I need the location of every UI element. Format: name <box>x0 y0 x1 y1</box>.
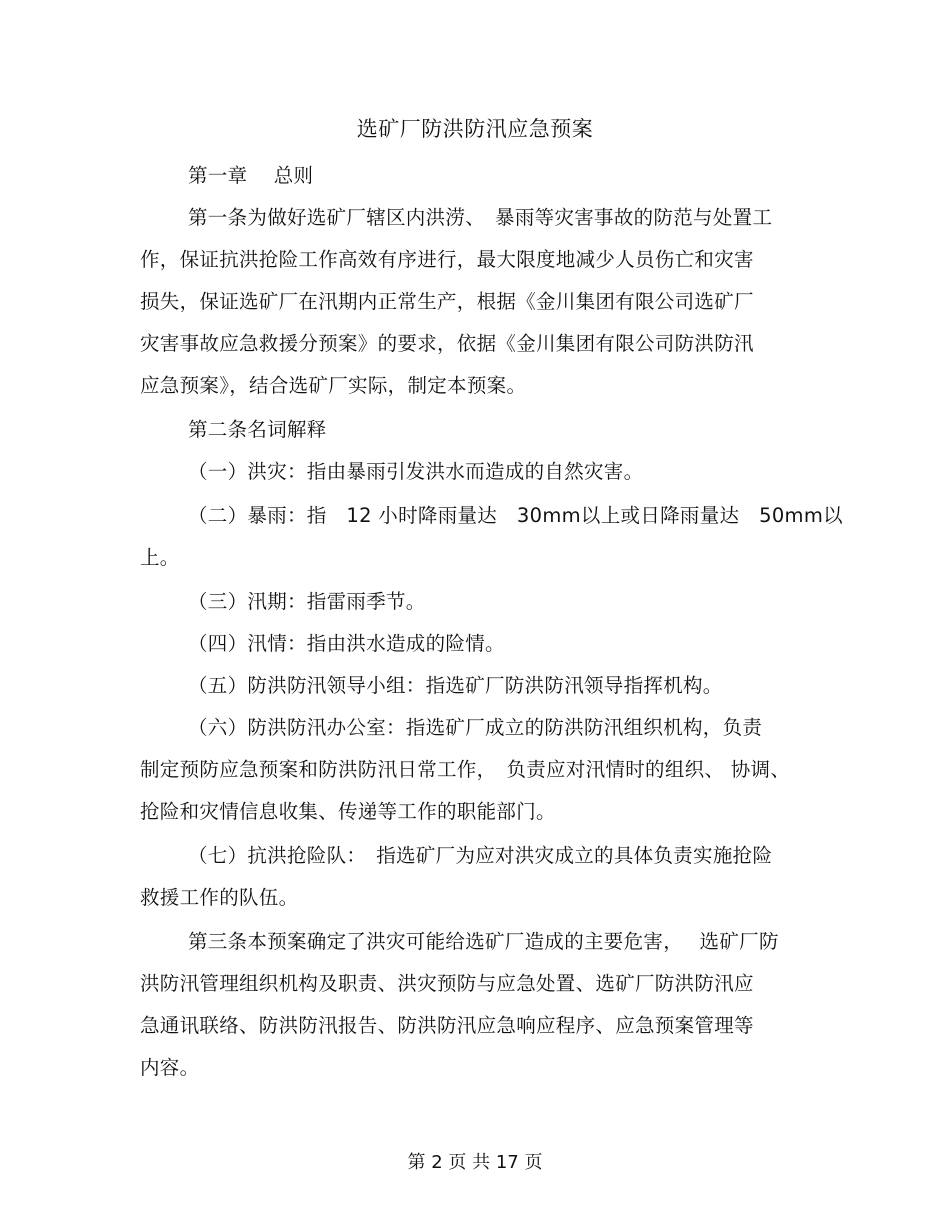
paragraph-line: 急通讯联络、防洪防汛报告、防洪防汛应急响应程序、应急预案管理等 <box>140 1014 754 1037</box>
definition-item-continuation: 抢险和灾情信息收集、传递等工作的职能部门。 <box>140 800 556 823</box>
definition-item: （四）汛情：指由洪水造成的险情。 <box>188 632 505 655</box>
chapter-heading: 第一章 总则 <box>188 164 314 187</box>
definition-item: （七）抗洪抢险队： 指选矿厂为应对洪灾成立的具体负责实施抢险 <box>188 844 773 867</box>
definition-item-continuation: 制定预防应急预案和防洪防汛日常工作， 负责应对汛情时的组织、 协调、 <box>140 758 791 781</box>
document-title: 选矿厂防洪防汛应急预案 <box>356 117 594 141</box>
paragraph-line: 损失，保证选矿厂在汛期内正常生产，根据《金川集团有限公司选矿厂 <box>140 290 754 313</box>
page-number: 第 2 页 共 17 页 <box>407 1152 543 1173</box>
definition-item-continuation: 救援工作的队伍。 <box>140 886 299 909</box>
definition-item-continuation: 上。 <box>140 546 180 569</box>
paragraph-line: 第三条本预案确定了洪灾可能给选矿厂造成的主要危害， 选矿厂防 <box>188 930 779 953</box>
paragraph-line: 洪防汛管理组织机构及职责、洪灾预防与应急处置、选矿厂防洪防汛应 <box>140 972 754 995</box>
paragraph-line: 第一条为做好选矿厂辖区内洪涝、 暴雨等灾害事故的防范与处置工 <box>188 206 773 229</box>
paragraph-line: 内容。 <box>140 1056 200 1079</box>
paragraph-line: 作，保证抗洪抢险工作高效有序进行，最大限度地减少人员伤亡和灾害 <box>140 248 754 271</box>
definition-item: （二）暴雨：指 12 小时降雨量达 30mm以上或日降雨量达 50mm以 <box>188 504 843 527</box>
paragraph-line: 灾害事故应急救援分预案》的要求，依据《金川集团有限公司防洪防汛 <box>140 332 754 355</box>
article-heading: 第二条名词解释 <box>188 418 327 441</box>
definition-item: （六）防洪防汛办公室：指选矿厂成立的防洪防汛组织机构，负责 <box>188 716 763 739</box>
definition-item: （五）防洪防汛领导小组：指选矿厂防洪防汛领导指挥机构。 <box>188 674 723 697</box>
definition-item: （一）洪灾：指由暴雨引发洪水而造成的自然灾害。 <box>188 460 644 483</box>
paragraph-line: 应急预案》，结合选矿厂实际，制定本预案。 <box>140 374 527 397</box>
definition-item: （三）汛期：指雷雨季节。 <box>188 590 426 613</box>
